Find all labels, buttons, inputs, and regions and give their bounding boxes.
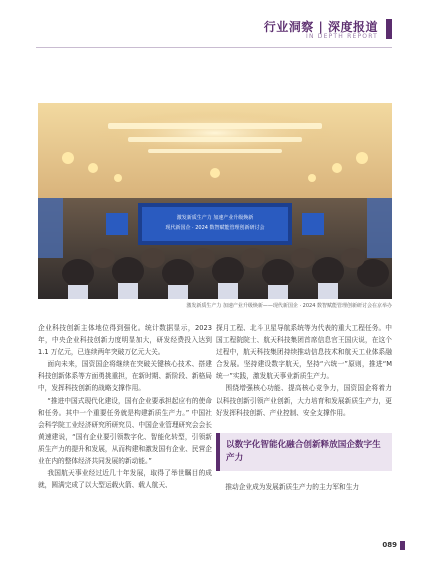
paragraph: “推进中国式现代化建设，国有企业要承担起应有的使命和任务。其中一个重要任务就是构建新质生产力。” 中国社会科学院工业经济研究所研究员、中国企业管理研究会会长黄速建说，“国有企业要引领数字化、智能化转型，引领新质生产力的提升和发展，从而构建和激发国有企业、民营企业在内的整体经济共同发展的新动能。” xyxy=(38,396,212,466)
backdrop-line-1: 激发新质生产力 加速产业升级焕新 xyxy=(176,215,254,221)
section-subtitle: IN DEPTH REPORT xyxy=(306,33,378,40)
section-heading xyxy=(216,433,392,471)
section-title: 行业洞察 | 深度报道 xyxy=(263,20,378,34)
section-heading-text: 以数字化智能化融合创新释放国企数字生产力 xyxy=(226,439,381,463)
paragraph: 探月工程、北斗卫星导航系统等为代表的重大工程任务。中国工程院院士、航天科技集团首席信息官王国庆说，在这个过程中，航天科技集团持续推动信息技术和航天工业体系融合发展。坚持建设数字航天，坚持“六统一”原则，推进“M 统一”实践，激发航天事业新质生产力。 xyxy=(216,324,392,381)
page-number: 089 xyxy=(382,541,397,549)
left-column xyxy=(38,322,212,491)
header-rule xyxy=(36,47,392,48)
page-header xyxy=(36,16,392,44)
conference-photo xyxy=(38,103,392,299)
header-accent-bar xyxy=(386,19,392,39)
right-column xyxy=(216,322,392,493)
photo-caption: 激发新质生产力 加速产业升级焕新——现代新国企 · 2024 数智赋能管理创新研讨会在京举办 xyxy=(186,303,392,309)
paragraph: 推动企业成为发展新质生产力的主力军和生力 xyxy=(225,482,360,491)
paragraph: 企业科技创新主体地位得到强化。统计数据显示，2023 年，中央企业科技创新力度明显加大，研发经费投入达到 1.1 万亿元，已连续两年突破万亿元大关。 xyxy=(38,324,212,357)
backdrop-line-2: 现代新国企 · 2024 数智赋能管理创新研讨会 xyxy=(165,225,265,231)
page-number-accent xyxy=(400,541,405,550)
paragraph: 面向未来，国资国企将继续在突破关键核心技术、搭建科技创新体系等方面勇挑重担，在新时期、新阶段、新格局中，发挥科技创新的战略支撑作用。 xyxy=(38,360,212,393)
paragraph: 我国航天事业经过近几十年发展，取得了举世瞩目的成就，圆满完成了以大型运载火箭、载人航天、 xyxy=(38,469,212,490)
paragraph: 围绕增强核心功能、提高核心竞争力，国资国企将着力以科技创新引领产业创新，大力培育和发展新质生产力，更好发挥科技创新、产业控制、安全支撑作用。 xyxy=(216,384,392,417)
